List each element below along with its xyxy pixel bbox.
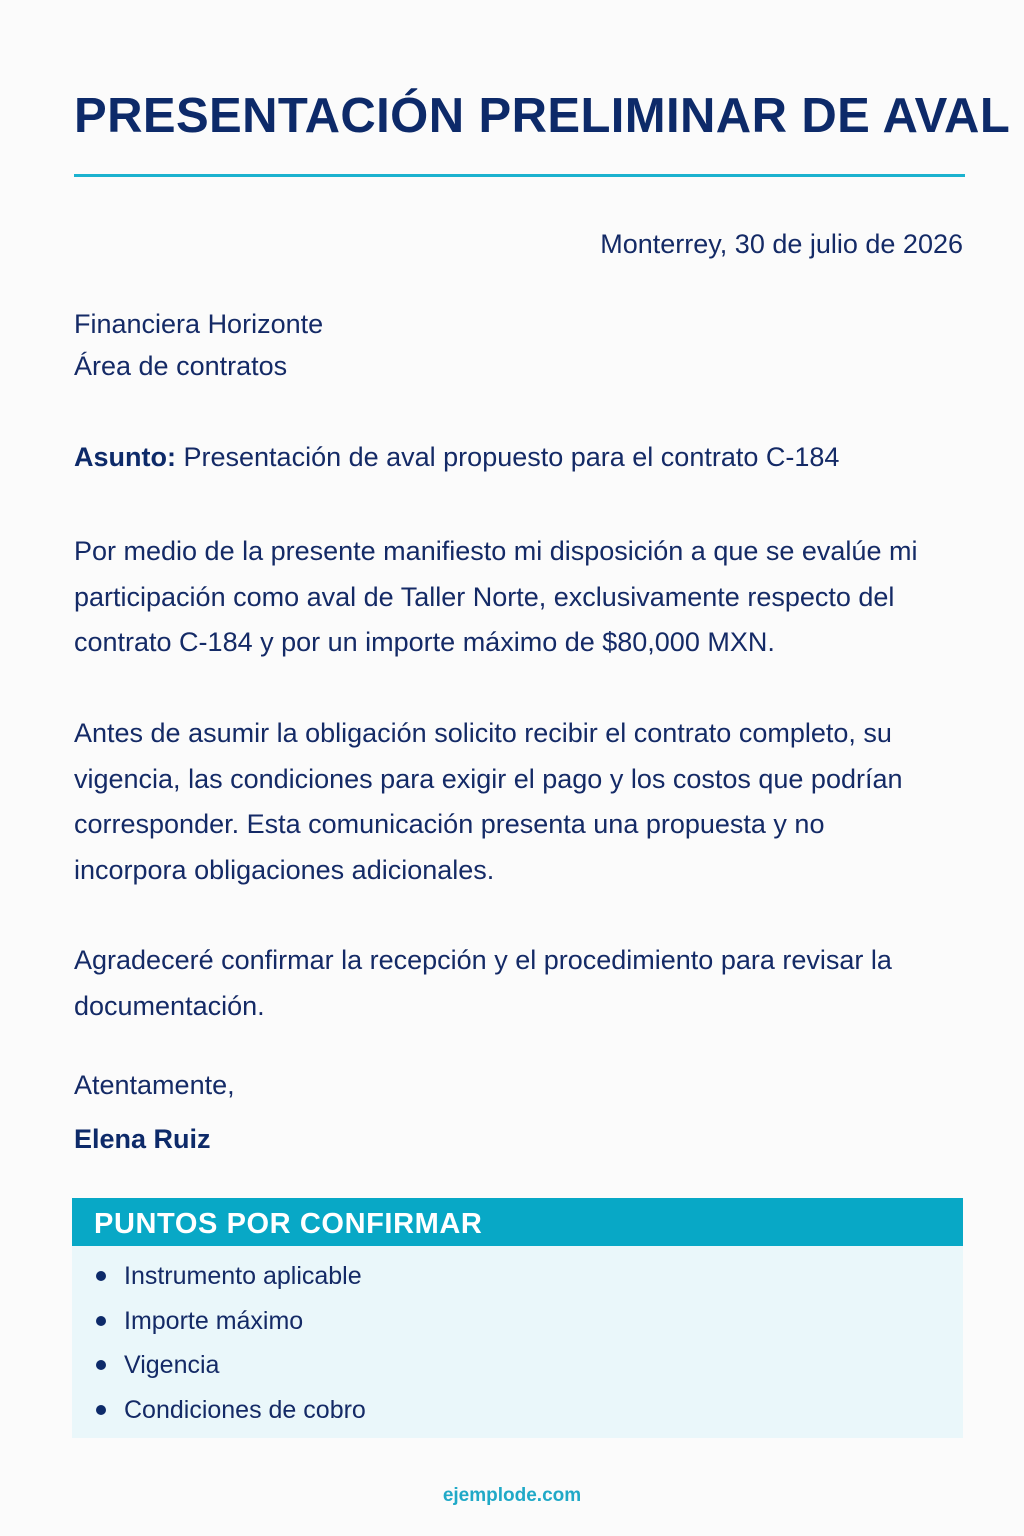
list-item	[72, 1392, 963, 1437]
recipient-organization: Financiera Horizonte	[74, 309, 324, 339]
list-item	[72, 1347, 963, 1392]
bullet-icon	[96, 1405, 106, 1415]
recipient-block	[74, 303, 323, 387]
body-paragraph-1: Por medio de la presente manifiesto mi disposición a que se evalúe mi participación como aval de Taller Norte, exclusivamente respecto del contrato C-184 y por un importe máximo de $80,000 MXN.	[74, 536, 918, 657]
list-item	[72, 1303, 963, 1348]
subject-label: Asunto:	[74, 442, 176, 472]
confirmation-points-box	[72, 1198, 963, 1438]
title-divider	[74, 174, 965, 177]
list-item-label: Instrumento aplicable	[124, 1262, 362, 1290]
confirmation-points-title: PUNTOS POR CONFIRMAR	[72, 1198, 963, 1246]
closing-salutation: Atentamente,	[74, 1070, 235, 1100]
body-paragraph-2: Antes de asumir la obligación solicito recibir el contrato completo, su vigencia, las condiciones para exigir el pago y los costos que podrían corresponder. Esta comunicación presenta una propuesta y no incorpora obligaciones adicionales.	[74, 718, 903, 885]
subject-line	[74, 437, 839, 477]
list-item-label: Importe máximo	[124, 1306, 304, 1335]
bullet-icon	[96, 1316, 106, 1326]
bullet-icon	[96, 1271, 106, 1281]
recipient-department: Área de contratos	[74, 351, 288, 381]
subject-text: Presentación de aval propuesto para el contrato C-184	[183, 442, 840, 472]
bullet-icon	[96, 1360, 106, 1370]
list-item-label: Condiciones de cobro	[124, 1395, 366, 1424]
body-paragraph-3: Agradeceré confirmar la recepción y el procedimiento para revisar la documentación.	[74, 945, 892, 1021]
date-line: Monterrey, 30 de julio de 2026	[600, 229, 963, 259]
confirmation-points-list	[72, 1246, 963, 1436]
signature-name: Elena Ruiz	[74, 1124, 211, 1154]
list-item-label: Vigencia	[124, 1351, 220, 1379]
document-title: PRESENTACIÓN PRELIMINAR DE AVAL	[74, 89, 1011, 143]
footer-site-link[interactable]: ejemplode.com	[442, 1485, 582, 1506]
list-item	[72, 1258, 963, 1303]
